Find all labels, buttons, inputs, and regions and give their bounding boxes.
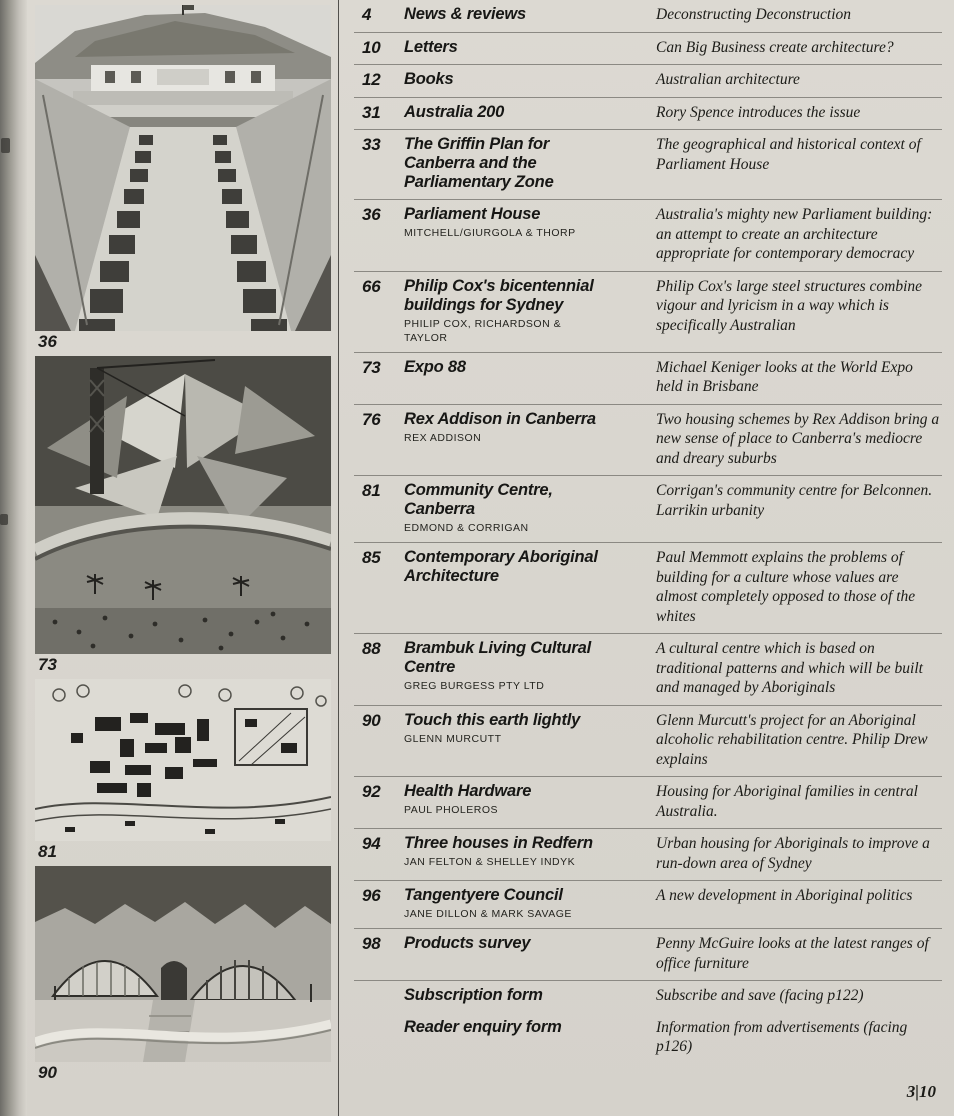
toc-entry-title: Three houses in Redfern — [404, 834, 593, 852]
toc-title-cell — [404, 834, 656, 873]
toc-entry-description: A new development in Aboriginal politics — [656, 887, 913, 904]
toc-row — [354, 0, 942, 33]
toc-entry-title: Parliament House — [404, 205, 541, 223]
binding-spine — [0, 0, 27, 1116]
toc-entry-title: Brambuk Living Cultural Centre — [404, 639, 592, 676]
toc-row — [354, 543, 942, 634]
toc-entry-description: The geographical and historical context of Parliament House — [656, 136, 921, 173]
toc-title-cell — [404, 548, 656, 626]
toc-row — [354, 777, 942, 829]
figure-expo-88 — [35, 356, 331, 678]
figure-column — [35, 5, 331, 1087]
spine-ink-mark — [1, 138, 10, 153]
toc-entry-authors: REX ADDISON — [404, 431, 482, 444]
toc-title-cell — [404, 986, 656, 1006]
toc-page-number: 96 — [362, 886, 381, 905]
figure-site-plan — [35, 679, 331, 865]
toc-entry-title: Books — [404, 70, 454, 88]
toc-entry-title: Expo 88 — [404, 357, 466, 376]
toc-title-cell — [404, 934, 656, 973]
toc-title-cell — [404, 70, 656, 90]
site-plan-drawing-image — [35, 679, 331, 841]
toc-entry-authors: EDMOND & CORRIGAN — [404, 522, 529, 534]
toc-entry-title: Touch this earth lightly — [404, 710, 581, 729]
figure-caption: 36 — [38, 332, 57, 351]
toc-page-number: 88 — [362, 639, 381, 658]
toc-list — [338, 0, 942, 1116]
toc-row — [354, 130, 942, 200]
toc-title-cell — [404, 410, 656, 469]
toc-row — [354, 634, 942, 706]
toc-entry-description: Can Big Business create architecture? — [656, 38, 894, 56]
toc-title-cell — [404, 38, 656, 58]
toc-page-number: 94 — [362, 834, 381, 853]
toc-title-cell — [404, 277, 656, 345]
toc-row — [354, 881, 942, 929]
toc-entry-authors: JAN FELTON & SHELLEY INDYK — [404, 856, 576, 868]
toc-title-cell — [404, 205, 656, 264]
toc-title-cell — [404, 481, 656, 535]
toc-row — [354, 1013, 942, 1064]
toc-page-number — [354, 986, 404, 1006]
toc-page-number: 98 — [362, 934, 381, 953]
toc-page-number: 10 — [362, 37, 381, 57]
building-model-photo-image — [35, 866, 331, 1062]
toc-entry-description: Information from advertisements (facing p126) — [656, 1018, 908, 1055]
toc-entry-title: Subscription form — [404, 986, 543, 1004]
toc-page-number: 76 — [362, 409, 381, 429]
toc-page-number: 4 — [362, 5, 372, 24]
toc-entry-description: Paul Memmott explains the problems of building for a culture whose values are almost completely opposed to those of the whites — [656, 549, 916, 625]
toc-title-cell — [404, 1018, 656, 1057]
toc-page-number: 73 — [362, 357, 381, 377]
footer-page-marker: 3|10 — [906, 1082, 936, 1101]
toc-entry-description: Australian architecture — [656, 71, 800, 88]
toc-entry-title: Philip Cox's bicentennial buildings for Sydney — [404, 276, 594, 314]
toc-title-cell — [404, 103, 656, 123]
toc-entry-authors: PAUL PHOLEROS — [404, 804, 499, 816]
toc-row — [354, 981, 942, 1013]
toc-entry-title: Rex Addison in Canberra — [404, 409, 596, 428]
toc-row — [354, 272, 942, 353]
toc-entry-description: Two housing schemes by Rex Addison bring a new sense of place to Canberra's mediocre and dreary suburbs — [656, 410, 940, 467]
toc-row — [354, 65, 942, 98]
toc-row — [354, 476, 942, 543]
toc-title-cell — [404, 135, 656, 192]
toc-page-number: 90 — [362, 710, 381, 730]
figure-building-model — [35, 866, 331, 1086]
toc-entry-description: Philip Cox's large steel structures combine vigour and lyricism in a way which is specifically Australian — [656, 277, 923, 334]
toc-row — [354, 405, 942, 477]
toc-entry-authors: GREG BURGESS PTY LTD — [404, 680, 545, 692]
figure-caption: 81 — [38, 842, 57, 861]
toc-page-number: 66 — [362, 276, 381, 296]
toc-title-cell — [404, 639, 656, 698]
toc-page-number: 85 — [362, 548, 381, 567]
toc-row — [354, 33, 942, 66]
toc-entry-authors: GLENN MURCUTT — [404, 732, 502, 745]
toc-entry-authors: MITCHELL/GIURGOLA & THORP — [404, 227, 576, 239]
toc-page-number: 81 — [362, 481, 381, 500]
spine-ink-mark — [0, 514, 8, 525]
toc-entry-title: Tangentyere Council — [404, 886, 563, 904]
toc-row — [354, 353, 942, 405]
toc-page-number — [354, 1018, 404, 1057]
toc-entry-title: Products survey — [404, 934, 531, 952]
parliament-axis-photo-image — [35, 5, 331, 331]
toc-page-number: 36 — [362, 205, 381, 224]
toc-entry-description: Glenn Murcutt's project for an Aboriginal alcoholic rehabilitation centre. Philip Drew explains — [656, 711, 928, 768]
toc-row — [354, 706, 942, 778]
toc-entry-title: Contemporary Aboriginal Architecture — [404, 548, 598, 585]
figure-parliament-axis — [35, 5, 331, 355]
toc-entry-description: A cultural centre which is based on traditional patterns and which will be built and managed by Aboriginals — [656, 640, 923, 696]
toc-entry-description: Deconstructing Deconstruction — [656, 6, 852, 23]
toc-page-number: 33 — [362, 135, 381, 154]
toc-page-number: 12 — [362, 70, 381, 89]
toc-row — [354, 829, 942, 881]
toc-entry-description: Australia's mighty new Parliament building: an attempt to create an architecture appropriate for contemporary democracy — [656, 206, 933, 262]
toc-entry-title: Letters — [404, 37, 458, 56]
toc-entry-description: Michael Keniger looks at the World Expo held in Brisbane — [656, 358, 913, 395]
toc-entry-description: Penny McGuire looks at the latest ranges of office furniture — [656, 935, 929, 972]
toc-title-cell — [404, 358, 656, 397]
toc-title-cell — [404, 886, 656, 921]
toc-page-number: 31 — [362, 102, 381, 122]
toc-title-cell — [404, 711, 656, 770]
toc-page-number: 92 — [362, 782, 381, 801]
toc-entry-description: Urban housing for Aboriginals to improve a run-down area of Sydney — [656, 835, 930, 872]
toc-entry-title: The Griffin Plan for Canberra and the Parliamentary Zone — [404, 135, 554, 191]
toc-entry-title: Australia 200 — [404, 102, 505, 121]
toc-title-cell — [404, 5, 656, 25]
toc-entry-title: Health Hardware — [404, 782, 532, 800]
toc-entry-description: Subscribe and save (facing p122) — [656, 987, 864, 1004]
toc-row — [354, 200, 942, 272]
toc-row — [354, 929, 942, 981]
figure-caption: 90 — [38, 1063, 57, 1082]
toc-entry-description: Housing for Aboriginal families in central Australia. — [656, 783, 918, 820]
toc-title-cell — [404, 782, 656, 821]
expo-88-photo-image — [35, 356, 331, 654]
toc-row — [354, 98, 942, 131]
toc-entry-title: Reader enquiry form — [404, 1017, 562, 1036]
toc-entry-title: Community Centre, Canberra — [404, 481, 553, 518]
figure-caption: 73 — [38, 655, 57, 674]
toc-entry-description: Corrigan's community centre for Belconnen. Larrikin urbanity — [656, 482, 933, 519]
toc-entry-authors: PHILIP COX, RICHARDSON & TAYLOR — [404, 317, 562, 344]
toc-entry-title: News & reviews — [404, 5, 526, 23]
toc-entry-authors: JANE DILLON & MARK SAVAGE — [404, 908, 572, 920]
toc-entry-description: Rory Spence introduces the issue — [656, 103, 861, 121]
